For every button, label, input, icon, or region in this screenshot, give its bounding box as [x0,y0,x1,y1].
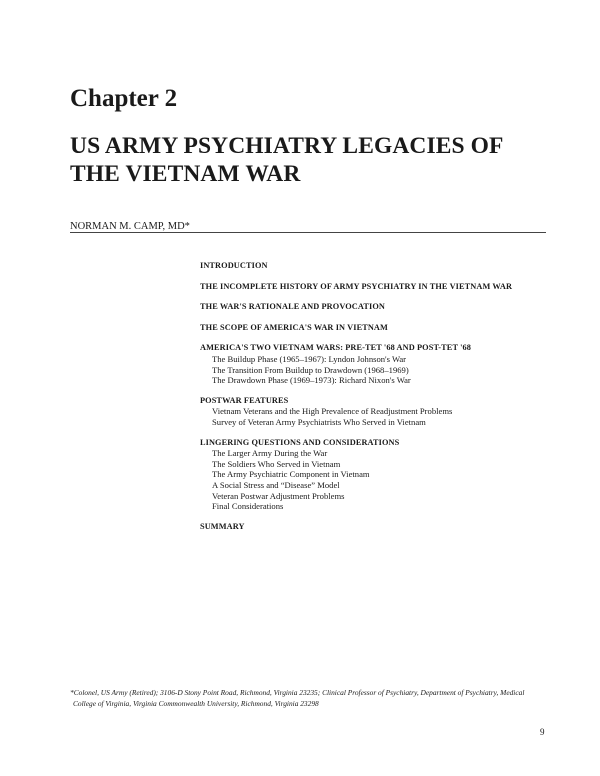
toc-section-heading[interactable]: SUMMARY [200,521,245,531]
toc-section-heading[interactable]: THE WAR'S RATIONALE AND PROVOCATION [200,302,385,312]
toc-subsection-item[interactable]: Final Considerations [212,501,284,512]
toc-section [200,343,545,385]
toc-section-heading[interactable]: INTRODUCTION [200,261,268,270]
footnote-line-2: College of Virginia, Virginia Commonwealth University, Richmond, Virginia 23298 [73,698,319,708]
toc-subsection-item[interactable]: The Transition From Buildup to Drawdown (1968–1969) [212,364,409,375]
chapter-title [70,132,540,188]
toc-subsection-item[interactable]: The Soldiers Who Served in Vietnam [212,458,341,469]
toc-section-heading[interactable]: THE SCOPE OF AMERICA'S WAR IN VIETNAM [200,322,388,332]
toc-section-heading[interactable]: POSTWAR FEATURES [200,395,289,405]
title-divider [70,232,546,233]
toc-subsection-item[interactable]: The Larger Army During the War [212,448,328,459]
author-footnote [70,688,550,709]
chapter-label: Chapter 2 [70,85,178,112]
chapter-title-line-2: THE VIETNAM WAR [70,161,301,187]
toc-subsection-item[interactable]: Survey of Veteran Army Psychiatrists Who Served in Vietnam [212,416,426,427]
footnote-line-1: *Colonel, US Army (Retired); 3106-D Stony Point Road, Richmond, Virginia 23235; Clinical Professor of Psychiatry, Department of Psychiatry, Medical [70,688,525,697]
toc-section-heading[interactable]: AMERICA'S TWO VIETNAM WARS: PRE-TET '68 AND POST-TET '68 [200,343,472,353]
toc-subsection-item[interactable]: The Buildup Phase (1965–1967): Lyndon Johnson's War [212,353,407,364]
toc-section [200,261,545,272]
toc-section [200,438,545,512]
table-of-contents [200,261,545,542]
page-number: 9 [540,727,545,737]
toc-section [200,522,545,533]
toc-subsection-item[interactable]: The Drawdown Phase (1969–1973): Richard Nixon's War [212,375,411,386]
toc-subsection-item[interactable]: Veteran Postwar Adjustment Problems [212,490,345,501]
toc-subsection-item[interactable]: Vietnam Veterans and the High Prevalence of Readjustment Problems [212,406,453,417]
toc-section-heading[interactable]: THE INCOMPLETE HISTORY OF ARMY PSYCHIATRY IN THE VIETNAM WAR [200,281,513,291]
toc-section [200,323,545,334]
toc-section [200,302,545,313]
toc-section-heading[interactable]: LINGERING QUESTIONS AND CONSIDERATIONS [200,437,400,447]
author-name: NORMAN M. CAMP, MD* [70,221,190,232]
toc-section [200,282,545,293]
toc-subsection-item[interactable]: A Social Stress and “Disease” Model [212,479,340,490]
toc-subsection-item[interactable]: The Army Psychiatric Component in Vietnam [212,469,370,480]
chapter-title-line-1: US ARMY PSYCHIATRY LEGACIES OF [70,133,504,159]
toc-section [200,396,545,428]
